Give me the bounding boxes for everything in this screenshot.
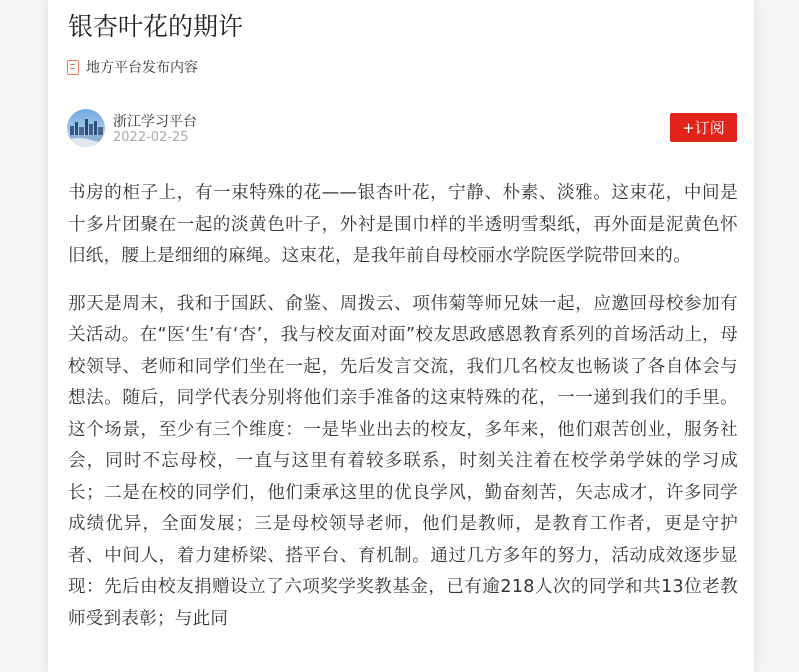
publish-date: 2022-02-25 bbox=[113, 130, 189, 145]
page-title: 银杏叶花的期许 bbox=[68, 12, 244, 41]
author-row bbox=[67, 108, 737, 148]
avatar[interactable] bbox=[67, 109, 105, 147]
article-paragraph: 那天是周末，我和于国跃、俞鉴、周拨云、项伟菊等师兄妹一起，应邀回母校参加有关活动。在“医‘生’有‘杏’，我与校友面对面”校友思政感恩教育系列的首场活动上，母校领导、老师和同学们坐在一起，先后发言交流，我们几名校友也畅谈了各自体会与想法。随后，同学代表分别将他们亲手准备的这束特殊的花，一一递到我们的手里。这个场景，至少有三个维度：一是毕业出去的校友，多年来，他们艰苦创业，服务社会，同时不忘母校，一直与这里有着较多联系，时刻关注着在校学弟学妹的学习成长；二是在校的同学们，他们秉承这里的优良学风，勤奋刻苦，矢志成才，许多同学成绩优异，全面发展；三是母校领导老师，他们是教师，是教育工作者，更是守护者、中间人，着力建桥梁、搭平台、育机制。通过几方多年的努力，活动成效逐步显现：先后由校友捐赠设立了六项奖学奖教基金，已有逾218人次的同学和共13位老教师受到表彰；与此同 bbox=[68, 293, 738, 629]
source-row bbox=[67, 58, 198, 76]
article-paragraph: 书房的柜子上，有一束特殊的花——银杏叶花，宁静、朴素、淡雅。这束花，中间是十多片团聚在一起的淡黄色叶子，外衬是围巾样的半透明雪梨纸，再外面是泥黄色怀旧纸，腰上是细细的麻绳。这束花，是我年前自母校丽水学院医学院带回来的。 bbox=[68, 183, 738, 266]
city-skyline-icon bbox=[67, 109, 105, 147]
subscribe-button[interactable]: +订阅 bbox=[670, 113, 737, 142]
source-label: 地方平台发布内容 bbox=[86, 60, 198, 76]
author-name[interactable]: 浙江学习平台 bbox=[113, 114, 197, 130]
article-body bbox=[68, 178, 738, 651]
article-page bbox=[48, 0, 754, 672]
document-icon bbox=[67, 60, 79, 75]
